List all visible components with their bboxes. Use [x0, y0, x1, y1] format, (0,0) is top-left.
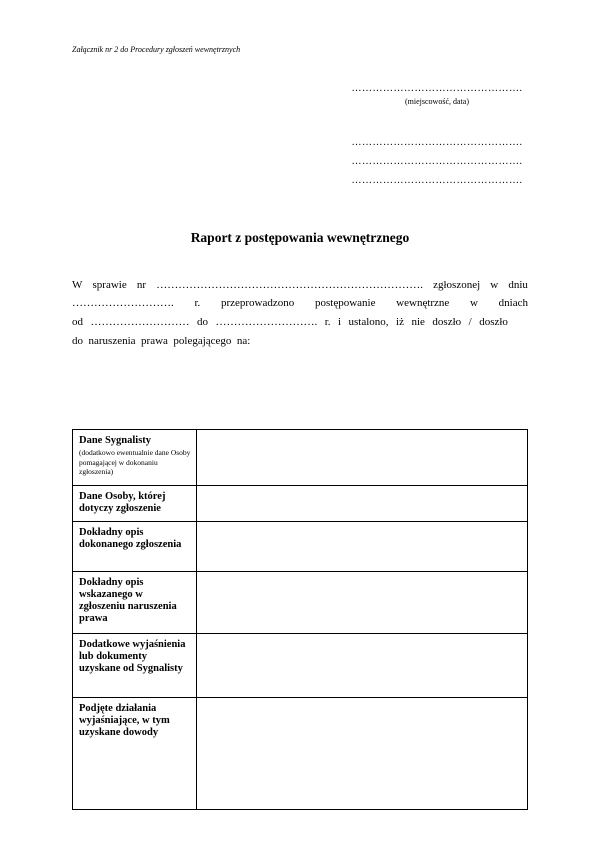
- paragraph-word: iż: [396, 316, 404, 328]
- paragraph-line-1: [72, 279, 528, 291]
- address-block: [344, 137, 530, 186]
- paragraph-word: sprawie: [92, 279, 127, 291]
- row-value-field[interactable]: [197, 522, 528, 572]
- paragraph-word: nie: [411, 316, 425, 328]
- paragraph-word: od: [72, 316, 83, 328]
- paragraph-word: dniu: [508, 279, 528, 291]
- document-title: Raport z postępowania wewnętrznego: [190, 230, 410, 245]
- row-label-text: Podjęte działania wyjaśniające, w tym uzyskane dowody: [79, 703, 170, 738]
- place-date-dots: ………………………………………….: [351, 83, 523, 94]
- paragraph-word: w: [470, 297, 478, 309]
- row-label: [73, 430, 197, 486]
- row-label-text: Dokładny opis wskazanego w zgłoszeniu naruszenia prawa: [79, 577, 177, 624]
- table-row: [73, 486, 528, 522]
- address-line: ………………………………………….: [351, 156, 523, 167]
- date-from-dots: ………………………: [90, 316, 190, 328]
- table-row: [73, 698, 528, 810]
- paragraph-line-2: [72, 297, 528, 309]
- table-row: [73, 522, 528, 572]
- row-label: [73, 486, 197, 522]
- report-table: [72, 429, 528, 810]
- row-label: [73, 522, 197, 572]
- paragraph-word: do naruszenia prawa polegającego na:: [72, 335, 251, 347]
- paragraph-word: wewnętrzne: [396, 297, 450, 309]
- table-row: [73, 572, 528, 634]
- row-label: [73, 572, 197, 634]
- address-line: ………………………………………….: [351, 137, 523, 148]
- row-label: [73, 698, 197, 810]
- row-label-text: Dane Sygnalisty: [79, 435, 152, 446]
- report-date-dots: ……………………….: [72, 297, 174, 309]
- attachment-note: Załącznik nr 2 do Procedury zgłoszeń wewnętrznych: [72, 45, 241, 54]
- case-number-dots: ……………………………………………………………….: [156, 279, 423, 291]
- paragraph-word: doszło: [432, 316, 462, 328]
- row-label: [73, 634, 197, 698]
- paragraph-word: w: [490, 279, 499, 291]
- row-label-text: Dokładny opis dokonanego zgłoszenia: [79, 527, 182, 550]
- paragraph-word: r.: [194, 297, 201, 309]
- paragraph-word: r.: [324, 316, 331, 328]
- paragraph-word: nr: [136, 279, 147, 291]
- row-value-field[interactable]: [197, 698, 528, 810]
- paragraph-word: W: [72, 279, 83, 291]
- paragraph-line-4: [72, 335, 528, 347]
- paragraph-line-3: [72, 316, 508, 328]
- row-value-field[interactable]: [197, 430, 528, 486]
- paragraph-word: i: [337, 316, 342, 328]
- paragraph-word: dniach: [498, 297, 528, 309]
- place-date-block: [344, 83, 530, 106]
- paragraph-word: postępowanie: [314, 297, 376, 309]
- row-label-note: (dodatkowo ewentualnie dane Osoby pomagającej w dokonaniu zgłoszenia): [79, 448, 191, 476]
- paragraph-word: /: [468, 316, 472, 328]
- row-label-text: Dane Osoby, której dotyczy zgłoszenie: [79, 491, 166, 514]
- row-value-field[interactable]: [197, 634, 528, 698]
- table-row: [73, 430, 528, 486]
- paragraph-word: przeprowadzono: [220, 297, 295, 309]
- paragraph-word: zgłoszonej: [433, 279, 481, 291]
- row-value-field[interactable]: [197, 486, 528, 522]
- paragraph-word: doszło: [479, 316, 508, 328]
- row-value-field[interactable]: [197, 572, 528, 634]
- date-to-dots: ……………………….: [215, 316, 318, 328]
- table-row: [73, 634, 528, 698]
- paragraph-word: ustalono,: [348, 316, 389, 328]
- place-date-caption: (miejscowość, data): [405, 97, 469, 106]
- address-line: ………………………………………….: [351, 175, 523, 186]
- row-label-text: Dodatkowe wyjaśnienia lub dokumenty uzyskane od Sygnalisty: [79, 639, 186, 674]
- paragraph-word: do: [196, 316, 208, 328]
